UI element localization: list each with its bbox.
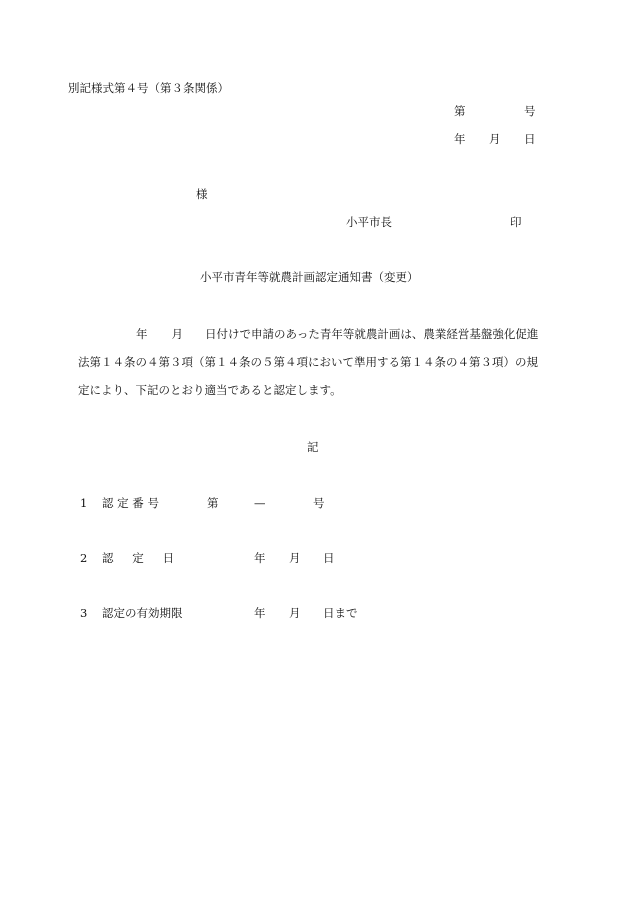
item-value-3: 号 [313, 496, 325, 510]
issuer-title: 小平市長 [346, 215, 392, 229]
item-label: 認 定 日 [102, 551, 175, 565]
body-paragraph [78, 326, 548, 410]
item-number: 1 [80, 496, 88, 510]
item-value-3: 日まで [323, 606, 358, 620]
doc-date-day: 日 [524, 132, 536, 146]
doc-number-prefix: 第 [454, 104, 466, 118]
item-number: 2 [80, 551, 88, 565]
doc-date-year: 年 [454, 132, 466, 146]
item-value-2: — [254, 496, 266, 510]
body-line-3: 定により、下記のとおり適当であると認定します。 [78, 383, 342, 397]
item-label: 認定の有効期限 [102, 606, 183, 620]
item-value-2: 月 [289, 551, 301, 565]
doc-date-month: 月 [489, 132, 501, 146]
item-label: 認 定 番 号 [102, 496, 159, 510]
item-value-2: 月 [289, 606, 301, 620]
ki-heading: 記 [307, 440, 319, 454]
issuer-seal: 印 [510, 215, 522, 229]
body-line-1 [78, 326, 548, 354]
body-line-1-text: 日付けで申請のあった青年等就農計画は、農業経営基盤強化促進 [205, 327, 539, 341]
item-value-1: 年 [254, 551, 266, 565]
body-line-2: 法第１４条の４第３項（第１４条の５第４項において準用する第１４条の４第３項）の規 [78, 355, 538, 369]
doc-number-suffix: 号 [524, 104, 536, 118]
addressee-honorific: 様 [196, 187, 208, 201]
item-value-3: 日 [323, 551, 335, 565]
item-value-1: 年 [254, 606, 266, 620]
body-month: 月 [171, 327, 183, 341]
item-value-1: 第 [207, 496, 219, 510]
document-title: 小平市青年等就農計画認定通知書（変更） [200, 270, 419, 284]
item-number: 3 [80, 606, 88, 620]
body-year: 年 [136, 327, 148, 341]
form-reference: 別記様式第４号（第３条関係） [68, 81, 229, 95]
